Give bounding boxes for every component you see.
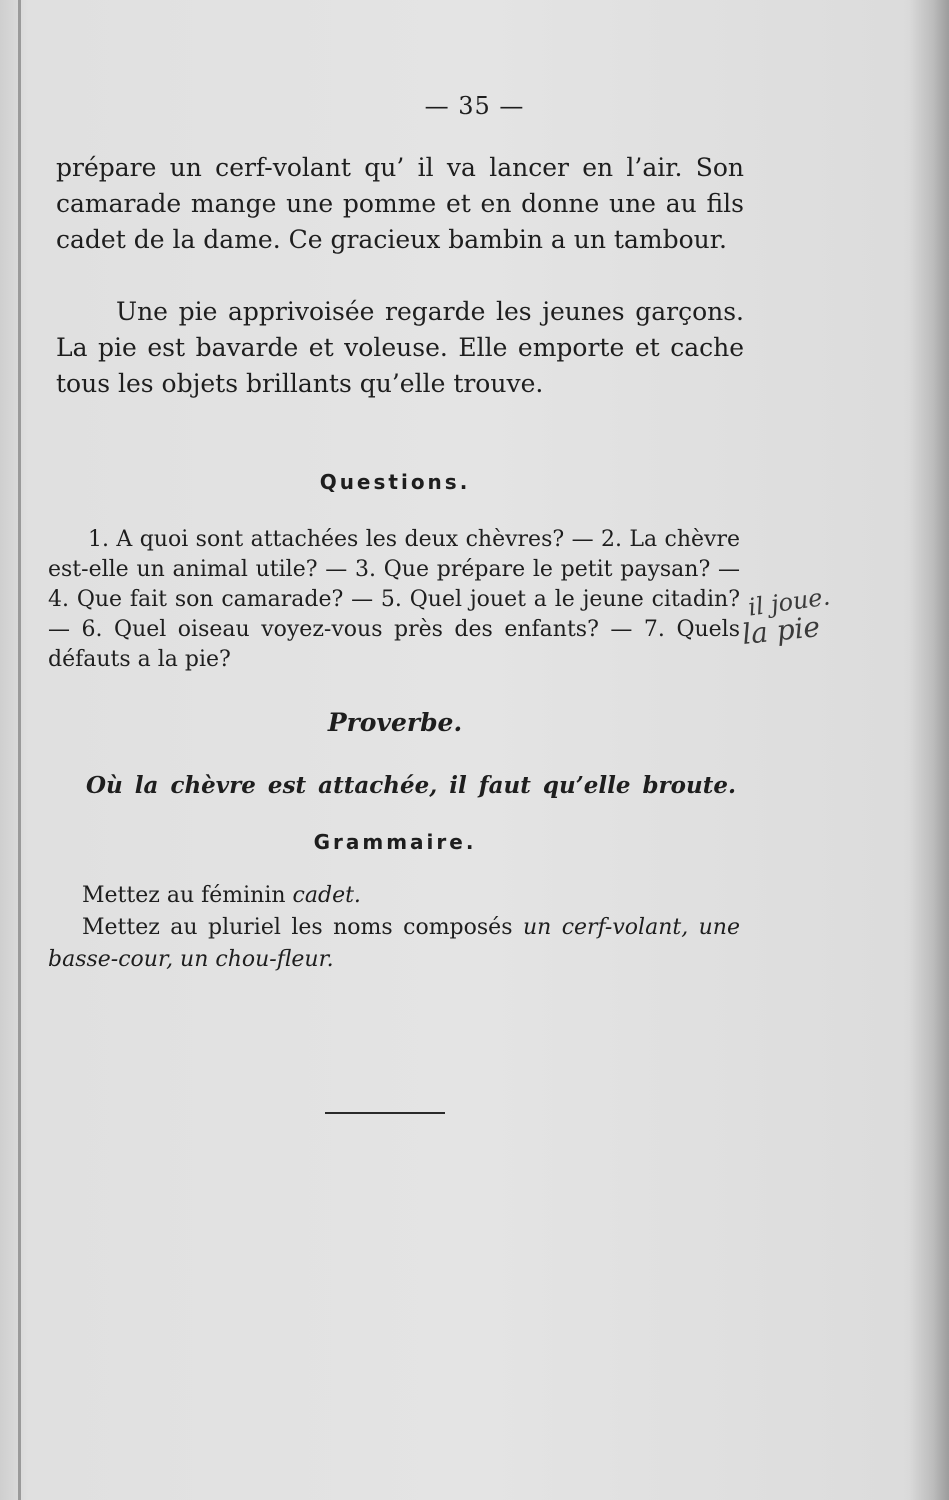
page-edge-shadow [909,0,949,1500]
grammar-exercise-2 [48,912,740,976]
paragraph-2: Une pie apprivoisée regarde les jeunes garçons. La pie est bavarde et voleuse. Elle emporte et cache tous les objets brillants qu’elle trouve. [56,297,744,398]
handwritten-note-2: la pie [740,610,822,651]
grammar-heading: Grammaire. [313,830,477,854]
questions-text: 1. A quoi sont attachées les deux chèvres? — 2. La chèvre est-elle un animal utile? — 3. Que prépare le petit paysan? — 4. Que fait son camarade? — 5. Quel jouet a le jeune citadin? — 6. Quel oiseau voyez-vous près des enfants? — 7. Quels défauts a la pie? [48,527,740,672]
proverb-text: Où la chèvre est attachée, il faut qu’elle broute. [86,772,736,799]
grammar-exercise-1 [48,880,740,912]
handwritten-note-1: il joue. [746,582,832,622]
proverb-heading: Proverbe. [327,708,463,737]
book-spine [18,0,21,1500]
paragraph-1: prépare un cerf-volant qu’ il va lancer en l’air. Son camarade mange une pomme et en donne une au fils cadet de la dame. Ce gracieux bambin a un tambour. [56,153,744,254]
questions-heading: Questions. [319,470,471,494]
page-number: — 35 — [424,92,525,120]
grammar-exercise-1-prefix: Mettez au féminin [82,883,286,908]
grammar-exercise-1-word: cadet. [292,883,361,908]
grammar-exercise-2-words: un cerf-volant, une basse-cour, un chou-fleur. [48,915,740,972]
section-divider [325,1112,445,1114]
grammar-exercise-2-prefix: Mettez au pluriel les noms composés [82,915,513,940]
